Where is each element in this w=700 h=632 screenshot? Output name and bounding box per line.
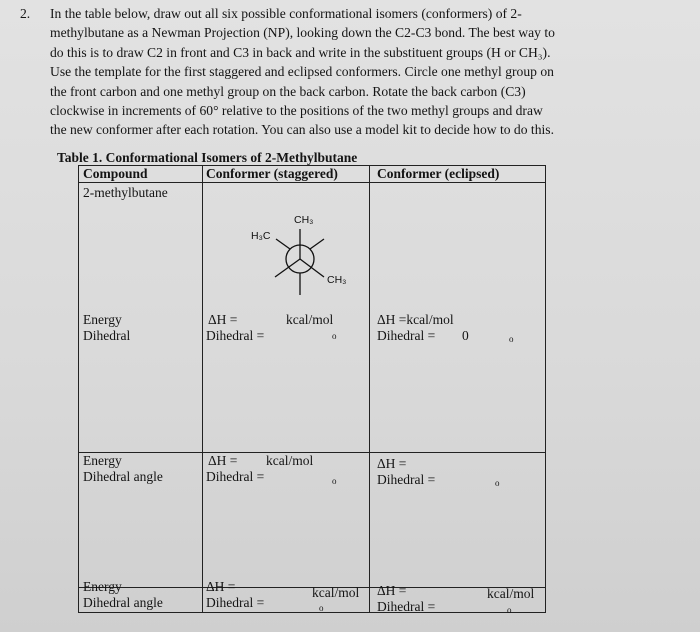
- header-eclipsed: Conformer (eclipsed): [377, 166, 500, 181]
- question-block: [20, 4, 660, 140]
- row1-ecl-energy: ΔH =kcal/mol: [377, 312, 454, 327]
- row1-dihedral-label: Dihedral: [83, 328, 131, 343]
- row1-ecl-dihedral: Dihedral =: [377, 328, 436, 343]
- row2-stag-dihedral: Dihedral =: [206, 469, 265, 484]
- compound-name: 2-methylbutane: [83, 185, 168, 200]
- row3-ecl-dihedral: Dihedral =: [377, 599, 436, 614]
- question-line-3: do this is to draw C2 in front and C3 in back and write in the substituent groups (H or CH₃).: [50, 44, 551, 60]
- question-line-5: the front carbon and one methyl group on the back carbon. Rotate the back carbon (C3): [50, 83, 526, 99]
- row2-stag-energy: ΔH =: [208, 453, 238, 468]
- front-bond-right: [300, 259, 324, 277]
- newman-label-left: H₃C: [251, 230, 271, 242]
- front-bond-left: [275, 259, 300, 277]
- question-line-1: In the table below, draw out all six possible conformational isomers (conformers) of 2-: [50, 6, 522, 21]
- row1-energy-label: Energy: [83, 312, 122, 327]
- question-line-2: methylbutane as a Newman Projection (NP), looking down the C2-C3 bond. The best way to: [50, 25, 555, 41]
- row2-ecl-degree: o: [495, 478, 500, 488]
- row3-stag-unit: kcal/mol: [312, 585, 360, 600]
- row2-ecl-dihedral: Dihedral =: [377, 472, 436, 487]
- row3-stag-energy: ΔH =: [206, 579, 236, 594]
- row3-stag-degree: o: [319, 603, 324, 613]
- question-line-7: the new conformer after each rotation. You can also use a model kit to decide how to do this.: [50, 122, 554, 138]
- newman-label-right: CH₃: [327, 274, 347, 286]
- row2-energy-label: Energy: [83, 453, 122, 468]
- row3-stag-dihedral: Dihedral =: [206, 595, 265, 610]
- row3-ecl-energy: ΔH =: [377, 583, 407, 598]
- row3-ecl-unit: kcal/mol: [487, 586, 535, 601]
- row1-stag-energy: ΔH =: [208, 312, 238, 327]
- conformer-table: [78, 165, 546, 613]
- back-bond-upper-left: [276, 239, 290, 249]
- row1-ecl-value: 0: [462, 328, 469, 343]
- table-title: Table 1. Conformational Isomers of 2-Methylbutane: [57, 150, 358, 165]
- newman-label-top: CH₃: [294, 214, 314, 226]
- question-number: 2.: [20, 6, 31, 21]
- row3-ecl-degree: o: [507, 605, 512, 615]
- row2-dihedral-label: Dihedral angle: [83, 469, 163, 484]
- row3-dihedral-label: Dihedral angle: [83, 595, 163, 610]
- header-compound: Compound: [83, 166, 148, 181]
- row1-stag-unit: kcal/mol: [286, 312, 334, 327]
- row2-stag-degree: o: [332, 476, 337, 486]
- row1-stag-dihedral: Dihedral =: [206, 328, 265, 343]
- newman-projection-template: [231, 199, 371, 314]
- question-line-6: clockwise in increments of 60° relative to the positions of the two methyl groups and draw: [50, 103, 543, 119]
- row-divider: [79, 182, 545, 183]
- row3-energy-label: Energy: [83, 579, 122, 594]
- row2-ecl-energy: ΔH =: [377, 456, 407, 471]
- row2-stag-unit: kcal/mol: [266, 453, 314, 468]
- header-staggered: Conformer (staggered): [206, 166, 338, 181]
- column-divider: [202, 166, 203, 612]
- question-line-4: Use the template for the first staggered and eclipsed conformers. Circle one methyl group on: [50, 64, 554, 80]
- row1-stag-degree: o: [332, 331, 337, 341]
- back-bond-upper-right: [310, 239, 324, 249]
- row1-ecl-degree: o: [509, 334, 514, 344]
